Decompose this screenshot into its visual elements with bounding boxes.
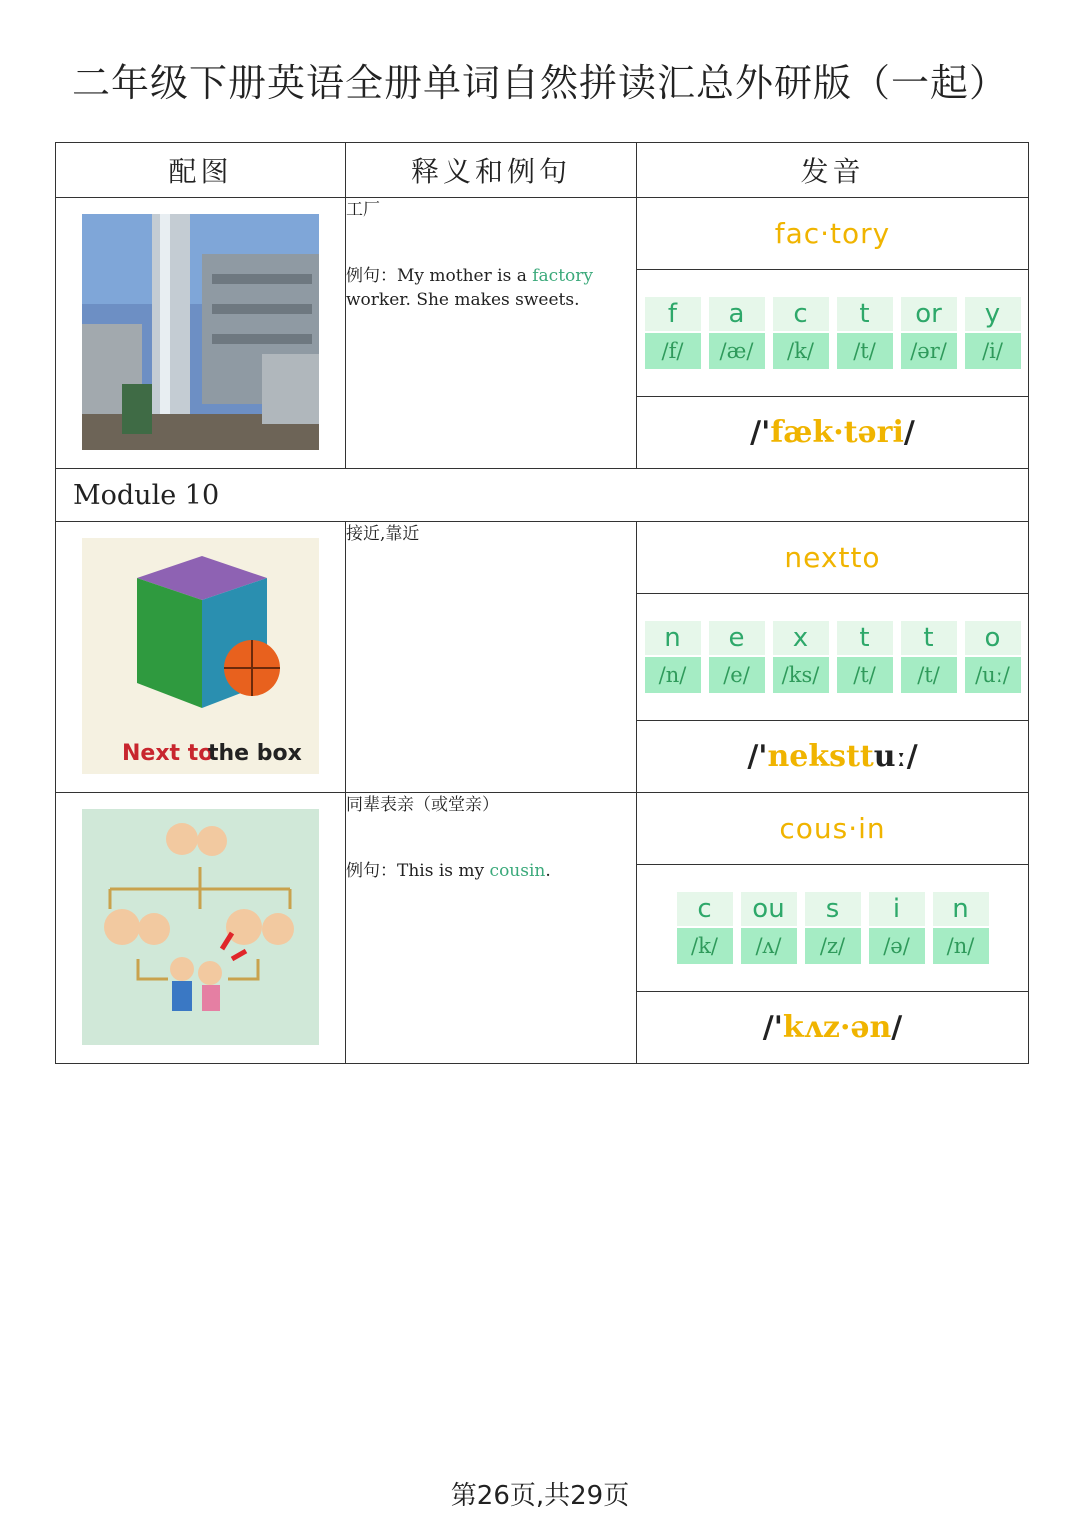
- tile-letter: n: [933, 892, 989, 926]
- example-prefix: 例句：: [346, 861, 397, 881]
- phonics-tile: [837, 621, 893, 693]
- tile-sound: /k/: [773, 333, 829, 369]
- tile-letter: y: [965, 297, 1021, 331]
- ipa-tail: uː: [873, 739, 907, 774]
- ipa-core: fæk·təri: [770, 415, 904, 450]
- factory-photo: [82, 214, 319, 450]
- table-header-row: [56, 143, 1029, 198]
- ipa-transcription: [637, 397, 1028, 468]
- meaning-cell: [346, 198, 637, 469]
- syllable-split: nextto: [637, 522, 1028, 594]
- syllable-split: cous·in: [637, 793, 1028, 865]
- tile-letter: f: [645, 297, 701, 331]
- example-after: .: [545, 861, 551, 881]
- table-row: [56, 793, 1029, 1064]
- phonics-tile: [709, 297, 765, 369]
- tile-sound: /f/: [645, 333, 701, 369]
- phonics-tiles: [637, 865, 1028, 992]
- ipa-close: /: [891, 1010, 903, 1045]
- tile-sound: /n/: [645, 657, 701, 693]
- page-footer: 第26页,共29页: [450, 1481, 630, 1511]
- example-sentence: [346, 859, 636, 883]
- tile-letter: a: [709, 297, 765, 331]
- phonics-tile: [837, 297, 893, 369]
- picture-cell: [56, 522, 346, 793]
- header-meaning: 释义和例句: [346, 143, 637, 198]
- ipa-open: /': [747, 739, 768, 774]
- caption-next-to: Next to: [122, 741, 214, 766]
- ipa-transcription: [637, 992, 1028, 1063]
- tile-letter: t: [901, 621, 957, 655]
- pronunciation-cell: [637, 198, 1029, 469]
- tile-letter: t: [837, 297, 893, 331]
- tile-sound: /ʌ/: [741, 928, 797, 964]
- tile-letter: e: [709, 621, 765, 655]
- phonics-tiles: [637, 594, 1028, 721]
- family-tree-illustration: [82, 809, 319, 1045]
- ipa-core: nekstt: [767, 739, 874, 774]
- phonics-tile: [901, 297, 957, 369]
- module-label: Module 10: [56, 469, 1029, 522]
- example-word: cousin: [489, 861, 546, 881]
- phonics-tile: [773, 621, 829, 693]
- example-prefix: 例句：: [346, 266, 397, 286]
- tile-sound: /ər/: [901, 333, 957, 369]
- phonics-tile: [901, 621, 957, 693]
- tile-sound: /z/: [805, 928, 861, 964]
- example-before: This is my: [397, 861, 490, 881]
- next-to-box-illustration: [82, 538, 319, 774]
- ipa-close: /: [906, 739, 918, 774]
- table-row: [56, 198, 1029, 469]
- tile-letter: n: [645, 621, 701, 655]
- tile-sound: /k/: [677, 928, 733, 964]
- vocab-table: [55, 142, 1029, 1064]
- example-before: My mother is a: [397, 266, 533, 286]
- picture-cell: [56, 198, 346, 469]
- tile-sound: /n/: [933, 928, 989, 964]
- phonics-tile: [741, 892, 797, 964]
- phonics-tile: [677, 892, 733, 964]
- tile-letter: x: [773, 621, 829, 655]
- phonics-tile: [933, 892, 989, 964]
- ipa-core: kʌz·ən: [782, 1010, 892, 1045]
- header-pronunciation: 发音: [637, 143, 1029, 198]
- tile-letter: c: [773, 297, 829, 331]
- ipa-transcription: [637, 721, 1028, 792]
- meaning-cell: [346, 522, 637, 793]
- caption-the-box: the box: [208, 741, 302, 766]
- tile-letter: o: [965, 621, 1021, 655]
- phonics-tiles: [637, 270, 1028, 397]
- tile-letter: i: [869, 892, 925, 926]
- phonics-tile: [869, 892, 925, 964]
- pronunciation-cell: [637, 522, 1029, 793]
- meaning-text: 同辈表亲（或堂亲）: [346, 795, 499, 815]
- tile-sound: /t/: [901, 657, 957, 693]
- phonics-tile: [773, 297, 829, 369]
- tile-sound: /ks/: [773, 657, 829, 693]
- ipa-open: /': [750, 415, 771, 450]
- phonics-tile: [709, 621, 765, 693]
- phonics-tile: [645, 621, 701, 693]
- example-sentence: [346, 264, 636, 312]
- header-picture: 配图: [56, 143, 346, 198]
- phonics-tile: [965, 621, 1021, 693]
- tile-sound: /æ/: [709, 333, 765, 369]
- example-after: worker. She makes sweets.: [346, 290, 580, 310]
- meaning-text: 工厂: [346, 200, 380, 220]
- tile-letter: ou: [741, 892, 797, 926]
- tile-sound: /t/: [837, 657, 893, 693]
- tile-sound: /ə/: [869, 928, 925, 964]
- tile-letter: c: [677, 892, 733, 926]
- tile-sound: /t/: [837, 333, 893, 369]
- pronunciation-cell: [637, 793, 1029, 1064]
- module-row: [56, 469, 1029, 522]
- tile-sound: /uː/: [965, 657, 1021, 693]
- tile-sound: /i/: [965, 333, 1021, 369]
- phonics-tile: [645, 297, 701, 369]
- tile-letter: or: [901, 297, 957, 331]
- page-title: 二年级下册英语全册单词自然拼读汇总外研版（一起）: [71, 61, 1008, 105]
- ipa-open: /': [762, 1010, 783, 1045]
- meaning-text: 接近,靠近: [346, 524, 420, 544]
- syllable-split: fac·tory: [637, 198, 1028, 270]
- meaning-cell: [346, 793, 637, 1064]
- phonics-tile: [965, 297, 1021, 369]
- tile-letter: t: [837, 621, 893, 655]
- tile-sound: /e/: [709, 657, 765, 693]
- tile-letter: s: [805, 892, 861, 926]
- example-word: factory: [532, 266, 593, 286]
- picture-cell: [56, 793, 346, 1064]
- phonics-tile: [805, 892, 861, 964]
- ipa-close: /: [903, 415, 915, 450]
- table-row: [56, 522, 1029, 793]
